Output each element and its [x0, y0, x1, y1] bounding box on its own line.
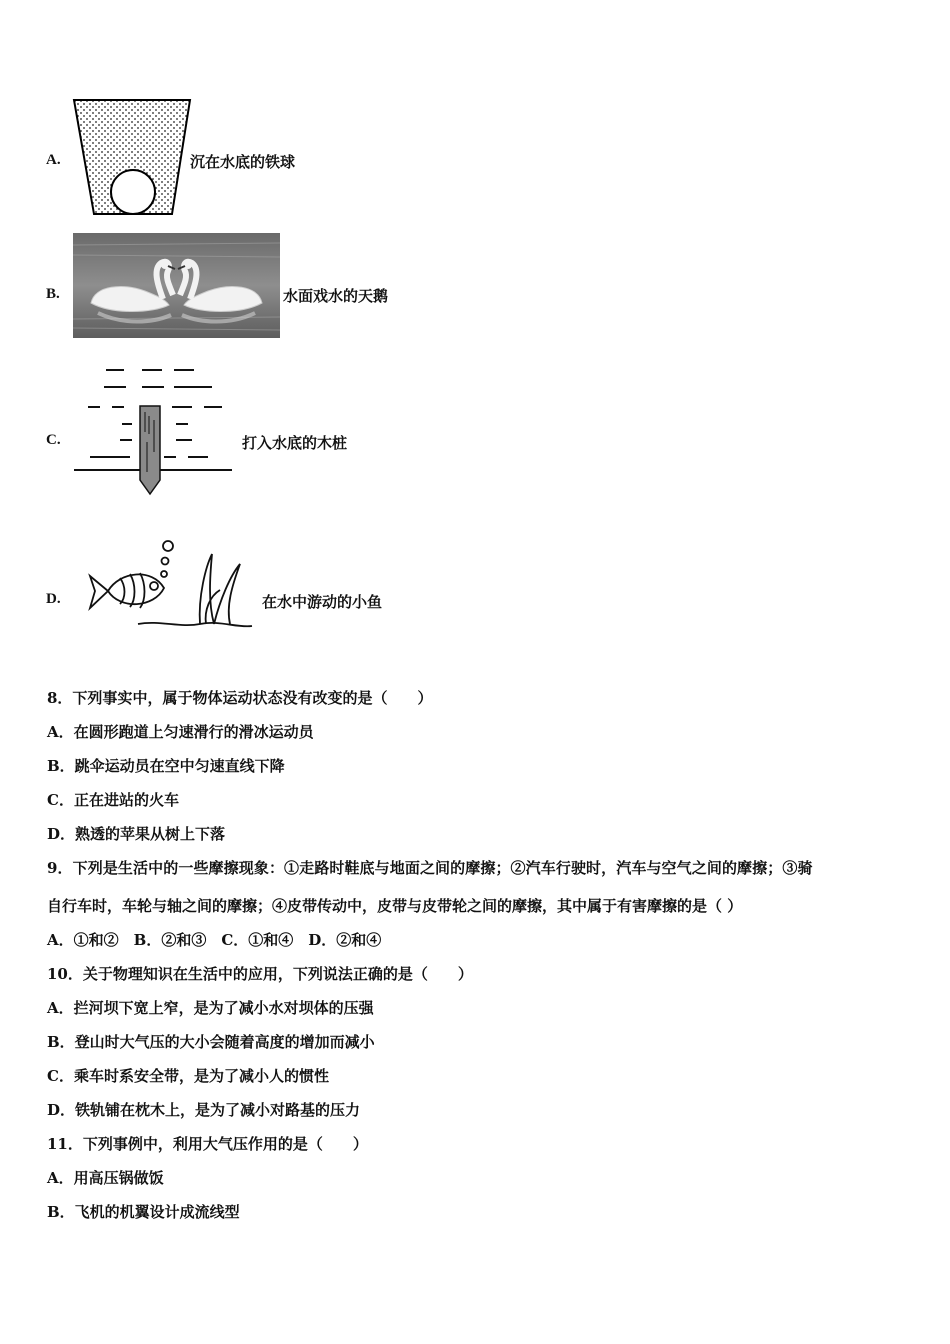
q11-option-a: A．用高压锅做饭 — [47, 1169, 164, 1187]
q10-option-c: C．乘车时系安全带，是为了减小人的惯性 — [47, 1067, 329, 1085]
q10-option-a: A．拦河坝下宽上窄，是为了减小水对坝体的压强 — [47, 999, 374, 1017]
swans-figure — [73, 233, 280, 338]
wooden-stake-figure — [72, 362, 237, 497]
q8-stem: 8．下列事实中，属于物体运动状态没有改变的是（ ） — [47, 689, 433, 707]
option-a-letter: A. — [46, 152, 61, 168]
q10-option-b: B．登山时大气压的大小会随着高度的增加而减小 — [47, 1033, 375, 1051]
option-c-letter: C. — [46, 432, 61, 448]
q8-option-b: B．跳伞运动员在空中匀速直线下降 — [47, 757, 285, 775]
q10-option-d: D．铁轨铺在枕木上，是为了减小对路基的压力 — [47, 1101, 361, 1119]
fish-figure — [80, 536, 255, 636]
q9-options: A．①和② B．②和③ C．①和④ D．②和④ — [47, 931, 382, 949]
q11-stem: 11．下列事例中，利用大气压作用的是（ ） — [47, 1135, 368, 1153]
q11-option-b: B．飞机的机翼设计成流线型 — [47, 1203, 240, 1221]
q8-option-a: A．在圆形跑道上匀速滑行的滑冰运动员 — [47, 723, 314, 741]
q9-stem-line2: 自行车时，车轮与轴之间的摩擦；④皮带传动中，皮带与皮带轮之间的摩擦，其中属于有害摩擦的是（ ） — [47, 897, 743, 915]
option-d-letter: D. — [46, 591, 61, 607]
option-c-caption: 打入水底的木桩 — [242, 434, 348, 452]
option-a-caption: 沉在水底的铁球 — [190, 153, 296, 171]
q10-stem: 10．关于物理知识在生活中的应用，下列说法正确的是（ ） — [47, 965, 473, 983]
option-b-caption: 水面戏水的天鹅 — [283, 287, 389, 305]
option-b-letter: B. — [46, 286, 60, 302]
iron-ball-figure — [70, 96, 195, 221]
q9-stem-line1: 9．下列是生活中的一些摩擦现象：①走路时鞋底与地面之间的摩擦；②汽车行驶时，汽车与空气之间的摩擦；③骑 — [47, 859, 813, 877]
q8-option-c: C．正在进站的火车 — [47, 791, 179, 809]
option-d-caption: 在水中游动的小鱼 — [262, 593, 383, 611]
q8-option-d: D．熟透的苹果从树上下落 — [47, 825, 226, 843]
